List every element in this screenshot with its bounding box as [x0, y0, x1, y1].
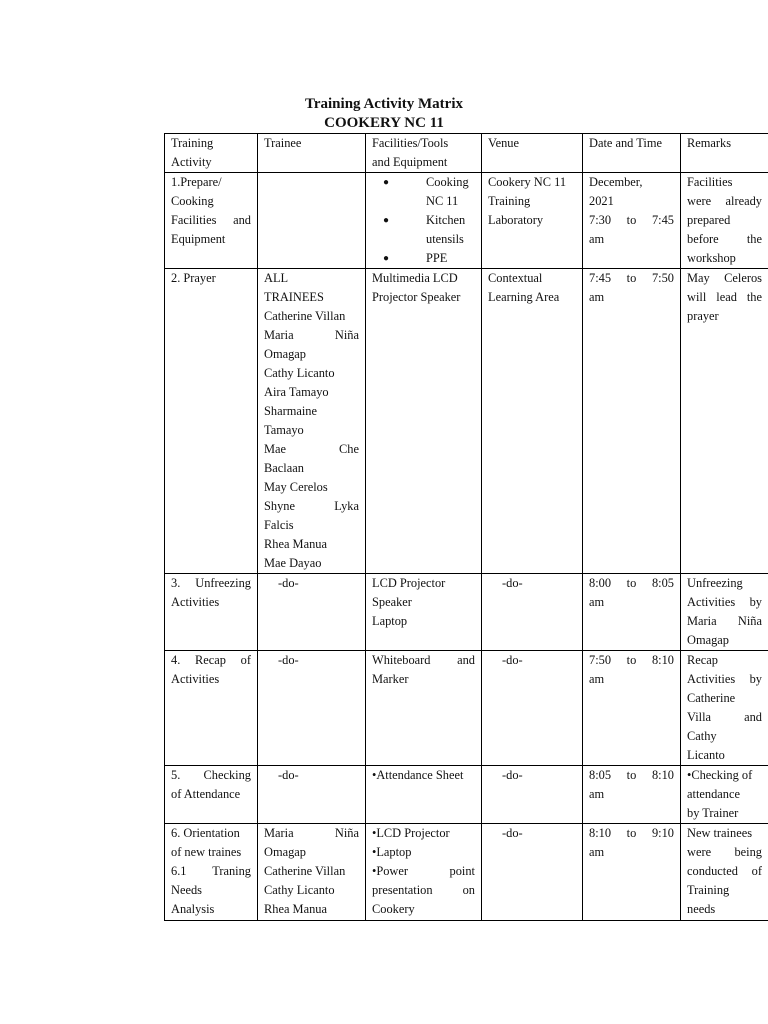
trainee-cell: ALL TRAINEES Catherine Villan Maria Niña Omagap Cathy Licanto Aira Tamayo Sharmaine Tamayo Mae Che Baclaan May Cerelos Shyne Lyka Falcis Rhea Manua Mae Dayao [258, 269, 366, 574]
remarks-cell: Facilities were already prepared before the workshop [681, 173, 768, 269]
remarks-cell: May Celeros will lead the prayer [681, 269, 768, 574]
activity-cell: 5. Checking of Attendance [165, 766, 258, 824]
remarks-cell: •Checking of attendance by Trainer [681, 766, 768, 824]
date-time-cell: 8:10 to 9:10 am [583, 824, 681, 921]
trainee-cell: -do- [258, 766, 366, 824]
header-training-activity: Training Activity [165, 134, 258, 173]
trainee-cell: Maria Niña Omagap Catherine Villan Cathy Licanto Rhea Manua [258, 824, 366, 921]
remarks-cell: Recap Activities by Catherine Villa and Cathy Licanto [681, 651, 768, 766]
date-time-cell: December, 2021 7:30 to 7:45 am [583, 173, 681, 269]
document-subtitle: COOKERY NC 11 [324, 115, 444, 131]
facilities-cell: LCD Projector Speaker Laptop [366, 574, 482, 651]
trainee-cell: -do- [258, 651, 366, 766]
venue-cell: -do- [482, 574, 583, 651]
trainee-cell [258, 173, 366, 269]
header-facilities: Facilities/Tools and Equipment [366, 134, 482, 173]
date-time-cell: 8:00 to 8:05 am [583, 574, 681, 651]
venue-cell: -do- [482, 824, 583, 921]
facilities-cell: •LCD Projector •Laptop •Power point presentation on Cookery [366, 824, 482, 921]
bullet-icon: ● [382, 215, 390, 226]
list-item: ● Cooking NC 11 [378, 173, 475, 211]
date-time-cell: 8:05 to 8:10 am [583, 766, 681, 824]
facilities-cell: •Attendance Sheet [366, 766, 482, 824]
training-matrix-table [164, 133, 768, 921]
remarks-cell: New trainees were being conducted of Training needs [681, 824, 768, 921]
bullet-icon: ● [382, 177, 390, 188]
header-trainee: Trainee [258, 134, 366, 173]
date-time-cell: 7:45 to 7:50 am [583, 269, 681, 574]
venue-cell: -do- [482, 651, 583, 766]
bullet-icon: ● [382, 253, 390, 264]
table-row [165, 824, 768, 921]
activity-cell: 4. Recap of Activities [165, 651, 258, 766]
facilities-cell [366, 173, 482, 269]
venue-cell: Contextual Learning Area [482, 269, 583, 574]
header-remarks: Remarks [681, 134, 768, 173]
header-venue: Venue [482, 134, 583, 173]
venue-cell: -do- [482, 766, 583, 824]
facilities-list [372, 173, 475, 268]
date-time-cell: 7:50 to 8:10 am [583, 651, 681, 766]
facilities-cell: Whiteboard and Marker [366, 651, 482, 766]
activity-cell: 2. Prayer [165, 269, 258, 574]
activity-cell: 1.Prepare/ Cooking Facilities and Equipment [165, 173, 258, 269]
activity-cell: 3. Unfreezing Activities [165, 574, 258, 651]
table-row [165, 269, 768, 574]
header-date-time: Date and Time [583, 134, 681, 173]
activity-cell: 6. Orientation of new traines 6.1 Traning Needs Analysis [165, 824, 258, 921]
table-row [165, 766, 768, 824]
list-item: ● Kitchen utensils [378, 211, 475, 249]
remarks-cell: Unfreezing Activities by Maria Niña Omagap [681, 574, 768, 651]
header-row [165, 134, 768, 173]
facilities-cell: Multimedia LCD Projector Speaker [366, 269, 482, 574]
table-row [165, 651, 768, 766]
table-row [165, 173, 768, 269]
list-item: ● PPE [378, 249, 475, 268]
venue-cell: Cookery NC 11 Training Laboratory [482, 173, 583, 269]
table-row [165, 574, 768, 651]
trainee-cell: -do- [258, 574, 366, 651]
document-title: Training Activity Matrix [304, 96, 464, 112]
